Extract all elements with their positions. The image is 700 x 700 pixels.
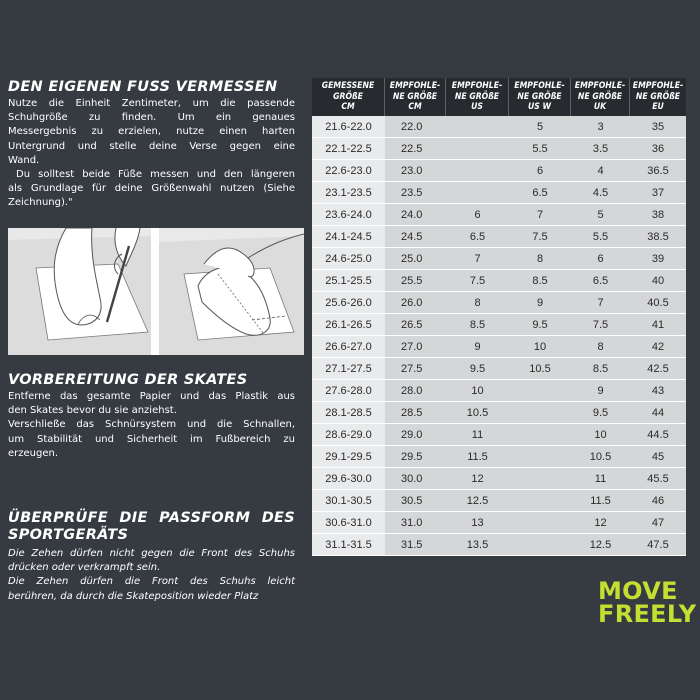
size-cell: 46 — [630, 490, 686, 512]
size-cell: 22.5 — [385, 138, 446, 160]
size-cell: 12.5 — [571, 534, 630, 556]
size-cell: 38 — [630, 204, 686, 226]
size-cell: 10 — [509, 336, 571, 358]
size-cell: 38.5 — [630, 226, 686, 248]
size-cell: 5 — [571, 204, 630, 226]
size-cell: 10.5 — [446, 402, 509, 424]
size-cell: 25.0 — [385, 248, 446, 270]
size-cell: 44 — [630, 402, 686, 424]
size-cell: 9 — [571, 380, 630, 402]
measured-size-cell: 30.1-30.5 — [312, 490, 385, 512]
size-cell: 28.5 — [385, 402, 446, 424]
size-cell: 31.0 — [385, 512, 446, 534]
size-cell — [509, 512, 571, 534]
column-header-line: EU — [652, 102, 664, 113]
column-header-line: EMPFOHLE- — [451, 81, 503, 92]
table-row — [312, 490, 686, 512]
column-header-line: US — [471, 102, 483, 113]
size-cell: 5 — [509, 116, 571, 138]
paragraph-line: drücken oder verkrampft sein. — [8, 562, 161, 574]
size-cell: 10 — [571, 424, 630, 446]
column-header-line: NE GRÖßE — [577, 91, 623, 102]
table-row — [312, 534, 686, 556]
measured-size-cell: 23.1-23.5 — [312, 182, 385, 204]
column-header-line: NE GRÖßE — [454, 91, 500, 102]
size-cell: 41 — [630, 314, 686, 336]
column-header-line: CM — [408, 102, 422, 113]
size-cell: 37 — [630, 182, 686, 204]
size-cell: 35 — [630, 116, 686, 138]
paragraph-line: Wand. — [8, 154, 40, 166]
logo-line-freely: FREELY — [598, 600, 697, 628]
column-header-line: EMPFOHLE- — [514, 81, 565, 92]
size-cell: 45.5 — [630, 468, 686, 490]
size-cell: 39 — [630, 248, 686, 270]
column-header-line: NE GRÖßE — [392, 91, 438, 102]
column-header-line: EMPFOHLE- — [574, 81, 626, 92]
table-row — [312, 424, 686, 446]
paragraph-line: Entferne das gesamte Papier und das Plastik aus — [8, 391, 295, 402]
table-row — [312, 248, 686, 270]
size-cell: 47 — [630, 512, 686, 534]
size-cell: 7.5 — [571, 314, 630, 336]
size-cell: 31.5 — [385, 534, 446, 556]
table-row — [312, 468, 686, 490]
table-row — [312, 314, 686, 336]
size-cell: 24.5 — [385, 226, 446, 248]
measured-size-cell: 29.1-29.5 — [312, 446, 385, 468]
measured-size-cell: 22.1-22.5 — [312, 138, 385, 160]
size-cell: 44.5 — [630, 424, 686, 446]
size-cell — [446, 138, 509, 160]
measured-size-cell: 28.1-28.5 — [312, 402, 385, 424]
size-cell: 28.0 — [385, 380, 446, 402]
column-header-line: UK — [593, 102, 607, 113]
heading-check-fit — [8, 510, 295, 544]
size-cell: 12 — [446, 468, 509, 490]
size-cell: 29.0 — [385, 424, 446, 446]
table-row — [312, 138, 686, 160]
foot-measuring-illustration — [8, 228, 304, 355]
paragraph-line: Zeichnung)." — [8, 197, 73, 209]
size-cell: 27.5 — [385, 358, 446, 380]
size-cell: 3 — [571, 116, 630, 138]
size-cell: 12.5 — [446, 490, 509, 512]
size-cell: 6 — [509, 160, 571, 182]
size-cell — [446, 182, 509, 204]
size-cell: 9 — [446, 336, 509, 358]
table-row — [312, 336, 686, 358]
size-cell — [509, 402, 571, 424]
column-header — [446, 78, 509, 116]
size-cell — [509, 446, 571, 468]
size-cell — [509, 534, 571, 556]
paragraph-line: Messergebnis zu erzielen, nutze einen harten — [8, 126, 295, 138]
size-cell: 7.5 — [509, 226, 571, 248]
size-cell: 4.5 — [571, 182, 630, 204]
column-header-line: EMPFOHLE- — [632, 81, 684, 92]
size-cell: 5.5 — [571, 226, 630, 248]
paragraph-line: Die Zehen dürfen nicht gegen die Front des Schuhs — [8, 548, 295, 559]
paragraph-line: berühren, da durch die Skateposition wieder Platz — [8, 590, 259, 602]
size-cell — [509, 380, 571, 402]
measured-size-cell: 21.6-22.0 — [312, 116, 385, 138]
column-header — [312, 78, 385, 116]
size-cell: 11.5 — [446, 446, 509, 468]
column-header — [630, 78, 686, 116]
size-cell: 36 — [630, 138, 686, 160]
paragraph-line: als Grundlage für deine Größenwahl nutzen (Siehe — [8, 183, 295, 195]
size-cell: 8 — [571, 336, 630, 358]
measured-size-cell: 27.1-27.5 — [312, 358, 385, 380]
column-header-line: NE GRÖßE — [517, 91, 562, 102]
size-cell: 13 — [446, 512, 509, 534]
table-row — [312, 160, 686, 182]
logo-line-move: MOVE — [598, 577, 678, 605]
size-cell: 43 — [630, 380, 686, 402]
size-cell: 7 — [509, 204, 571, 226]
column-header-line: NE GRÖßE — [635, 91, 681, 102]
size-cell: 23.0 — [385, 160, 446, 182]
heading-measure-foot: DEN EIGENEN FUSS VERMESSEN — [8, 79, 278, 95]
size-cell: 25.5 — [385, 270, 446, 292]
size-cell: 42.5 — [630, 358, 686, 380]
measured-size-cell: 25.6-26.0 — [312, 292, 385, 314]
size-cell: 8 — [509, 248, 571, 270]
measured-size-cell: 31.1-31.5 — [312, 534, 385, 556]
size-cell: 40.5 — [630, 292, 686, 314]
size-cell: 40 — [630, 270, 686, 292]
size-cell: 7 — [571, 292, 630, 314]
size-cell — [509, 424, 571, 446]
move-freely-logo — [598, 577, 697, 628]
paragraph-line: Du solltest beide Füße messen und den längeren — [8, 169, 295, 181]
size-cell: 11.5 — [571, 490, 630, 512]
size-cell: 8.5 — [509, 270, 571, 292]
size-cell — [509, 490, 571, 512]
size-cell: 47.5 — [630, 534, 686, 556]
paragraph-line: den Skates bevor du sie anziehst. — [8, 405, 177, 417]
paragraph-line: erzeugen. — [8, 447, 59, 459]
size-cell: 30.0 — [385, 468, 446, 490]
measured-size-cell: 26.1-26.5 — [312, 314, 385, 336]
heading-check-fit-line-2: SPORTGERÄTS — [8, 527, 129, 543]
table-row — [312, 182, 686, 204]
heading-check-fit-line-1: ÜBERPRÜFE DIE PASSFORM DES — [8, 510, 295, 526]
size-cell: 24.0 — [385, 204, 446, 226]
paragraph-check-fit — [8, 547, 295, 604]
measured-size-cell: 27.6-28.0 — [312, 380, 385, 402]
size-cell: 7 — [446, 248, 509, 270]
size-cell: 10.5 — [509, 358, 571, 380]
size-cell: 6 — [446, 204, 509, 226]
size-cell: 11 — [446, 424, 509, 446]
table-row — [312, 204, 686, 226]
size-cell: 5.5 — [509, 138, 571, 160]
size-cell — [509, 468, 571, 490]
size-cell: 4 — [571, 160, 630, 182]
paragraph-line: Verschließe das Schnürsystem und die Schnallen, — [8, 419, 295, 431]
size-cell: 42 — [630, 336, 686, 358]
table-row — [312, 380, 686, 402]
size-cell: 9.5 — [446, 358, 509, 380]
table-row — [312, 512, 686, 534]
size-cell: 10.5 — [571, 446, 630, 468]
measured-size-cell: 25.1-25.5 — [312, 270, 385, 292]
measured-size-cell: 23.6-24.0 — [312, 204, 385, 226]
size-cell — [446, 160, 509, 182]
size-cell: 23.5 — [385, 182, 446, 204]
paragraph-line: um Stabilität und Sicherheit im Fußbereich zu — [8, 433, 295, 445]
size-cell: 22.0 — [385, 116, 446, 138]
column-header — [385, 78, 446, 116]
size-cell: 6.5 — [571, 270, 630, 292]
paragraph-line: Die Zehen dürfen die Front des Schuhs leicht — [8, 576, 295, 588]
size-cell: 6.5 — [509, 182, 571, 204]
paragraph-line: Schuhgröße zu finden. Um ein genaues — [8, 112, 295, 124]
column-header-line: EMPFOHLE- — [389, 81, 441, 92]
table-row — [312, 358, 686, 380]
table-row — [312, 116, 686, 138]
size-cell: 9 — [509, 292, 571, 314]
size-cell: 12 — [571, 512, 630, 534]
table-header-row — [312, 78, 686, 116]
measured-size-cell: 24.1-24.5 — [312, 226, 385, 248]
size-cell: 3.5 — [571, 138, 630, 160]
measured-size-cell: 22.6-23.0 — [312, 160, 385, 182]
size-cell: 9.5 — [571, 402, 630, 424]
size-cell: 8 — [446, 292, 509, 314]
size-cell: 9.5 — [509, 314, 571, 336]
table-row — [312, 446, 686, 468]
column-header-line: GRÖßE — [333, 91, 363, 102]
size-cell: 8.5 — [571, 358, 630, 380]
column-header — [509, 78, 571, 116]
size-cell: 26.5 — [385, 314, 446, 336]
measured-size-cell: 26.6-27.0 — [312, 336, 385, 358]
table-row — [312, 226, 686, 248]
size-cell: 8.5 — [446, 314, 509, 336]
paragraph-measure-foot — [8, 97, 295, 211]
table-row — [312, 292, 686, 314]
measured-size-cell: 28.6-29.0 — [312, 424, 385, 446]
size-cell: 27.0 — [385, 336, 446, 358]
paragraph-prepare-skates — [8, 390, 295, 461]
measured-size-cell: 24.6-25.0 — [312, 248, 385, 270]
size-cell: 7.5 — [446, 270, 509, 292]
measured-size-cell: 30.6-31.0 — [312, 512, 385, 534]
size-cell: 6 — [571, 248, 630, 270]
column-header — [571, 78, 630, 116]
size-cell: 6.5 — [446, 226, 509, 248]
paragraph-line: Nutze die Einheit Zentimeter, um die passende — [8, 98, 295, 109]
size-cell: 13.5 — [446, 534, 509, 556]
size-chart-table — [312, 78, 686, 556]
paragraph-line: Untergrund und stelle deine Verse gegen eine — [8, 140, 295, 152]
size-cell: 36.5 — [630, 160, 686, 182]
size-cell: 30.5 — [385, 490, 446, 512]
size-cell: 26.0 — [385, 292, 446, 314]
size-cell: 11 — [571, 468, 630, 490]
size-cell — [446, 116, 509, 138]
table-row — [312, 270, 686, 292]
heading-prepare-skates: VORBEREITUNG DER SKATES — [8, 372, 248, 388]
column-header-line: CM — [341, 102, 355, 113]
size-cell: 45 — [630, 446, 686, 468]
table-row — [312, 402, 686, 424]
column-header-line: US W — [527, 102, 552, 113]
size-cell: 29.5 — [385, 446, 446, 468]
size-cell: 10 — [446, 380, 509, 402]
column-header-line: GEMESSENE — [321, 81, 375, 92]
measured-size-cell: 29.6-30.0 — [312, 468, 385, 490]
